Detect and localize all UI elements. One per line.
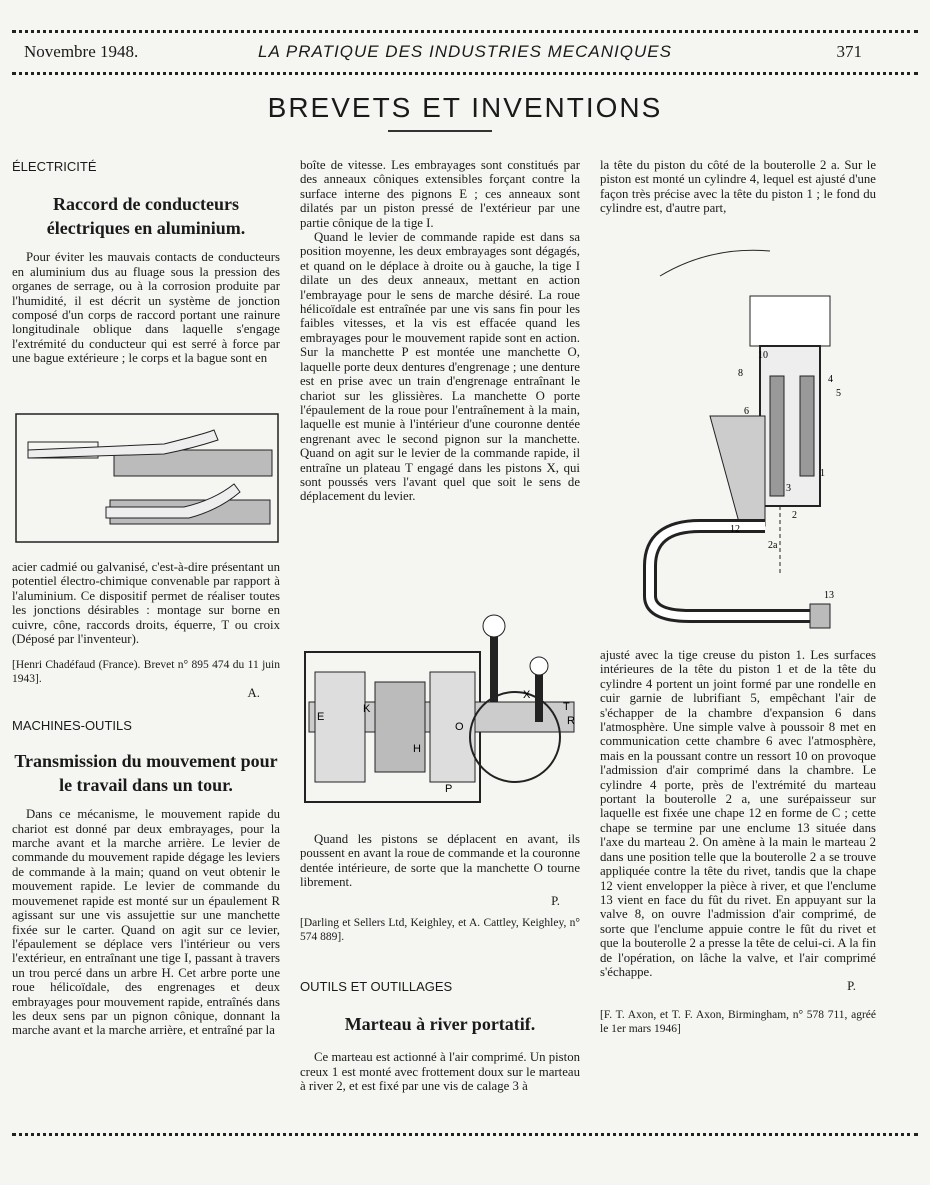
column-2-continued (300, 832, 580, 1094)
label-k: K (363, 703, 371, 715)
header-page-number: 371 (836, 42, 862, 61)
article-text: Quand le levier de commande rapide est dans sa position moyenne, les deux embrayages sont dégagés, et quand on le déplace à droite ou à gauche, la tige I dilate un des deux anneaux, mettant en action l'embrayage pour le sens de marche désiré. La roue hélicoïdale est entraînée par une vis sans fin pour les faibles vitesses, et la vis est effacée quand les embrayages pour le mouvement rapide sont en action. Sur la manchette P est montée une manchette O, laquelle porte deux dentures d'engrenage ; une denture est en prise avec un train d'engrenage entraînant le chariot sur les glissières. La manchette O porte l'épaulement de la roue pour l'entraînement à la main, laquelle est munie à l'intérieur d'une couronne dentée engrenant avec le second pignon sur la manchette. Quand on agit sur le levier de la commande rapide, il entraîne un plateau T engagé dans les pistons X, qui sont poussés vers l'avant quel que soit le sens de déplacement du levier. (300, 230, 580, 504)
label-t: T (563, 701, 570, 713)
article-text: acier cadmié ou galvanisé, c'est-à-dire présentant un potentiel électro-chimique convenable par rapport à l'aluminium. Ce dispositif permet de réaliser toutes les jonctions désirables : montage sur borne en cuivre, cône, raccords droits, équerre, T ou croix (Déposé par l'inventeur). (12, 560, 280, 647)
patent-citation: [Henri Chadéfaud (France). Brevet n° 895 474 du 11 juin 1943]. (12, 659, 280, 686)
column-1-continued (12, 560, 280, 1038)
bottom-dotted-rule (12, 1133, 918, 1140)
article-text: Dans ce mécanisme, le mouvement rapide du chariot est donné par deux embrayages, pour la marche avant et la marche arrière. Le levier de commande du mouvement rapide dégage les leviers de commande à la main; quand on veut obtenir le mouvement rapide. Le levier de commande du mouvemenet rapide est monté sur un épaulement R agissant sur une vis assujettie sur une manchette fixée sur le carter. Quand on agit sur ce levier, l'épaulement se déplace vers l'intérieur ou vers l'extérieur, en entraînant une tige I, passant à travers un trou percé dans un arbre H. Cet arbre porte une roue hélicoïdale, des engrenages et deux embrayages pour mouvement rapide, entraînés dans les deux sens par un pignon cônique, donnant la marche avant et la marche arrière, et entraîné par la (12, 807, 280, 1038)
article-text: boîte de vitesse. Les embrayages sont constitués par des anneaux côniques extensibles forçant contre la surface interne des pignons E ; ces anneaux sont dilatés par un piston pressé de l'extérieur par une partie cônique de la tige I. (300, 158, 580, 230)
column-3 (600, 158, 876, 216)
label-h: H (413, 743, 421, 755)
header-date: Novembre 1948. (24, 42, 139, 61)
header-dotted-rule (12, 72, 918, 79)
lathe-transmission-figure (295, 612, 585, 827)
label-2: 2 (792, 510, 797, 521)
label-6: 6 (744, 406, 749, 417)
label-10: 10 (758, 350, 768, 361)
article-title-raccord: Raccord de conducteurs électriques en aluminium. (46, 194, 246, 239)
section-heading-outils: OUTILS ET OUTILLAGES (300, 979, 453, 995)
page-title: BREVETS ET INVENTIONS (267, 92, 663, 123)
title-underline (388, 130, 492, 132)
top-dotted-rule (12, 30, 918, 37)
label-12: 12 (730, 524, 740, 535)
label-1: 1 (820, 468, 825, 479)
label-13: 13 (824, 590, 834, 601)
article-text: Ce marteau est actionné à l'air comprimé. Un piston creux 1 est monté avec frottement doux sur le marteau à river 2, et est fixé par une vis de calage 3 à (300, 1050, 580, 1094)
label-3: 3 (786, 483, 791, 494)
column-1 (12, 160, 280, 366)
column-2 (300, 158, 580, 504)
riveting-hammer-figure (640, 236, 880, 646)
label-x: X (523, 689, 531, 701)
label-4: 4 (828, 374, 833, 385)
label-r: R (567, 715, 575, 727)
label-p: P (445, 783, 453, 795)
label-e: E (317, 711, 325, 723)
section-heading-machines-outils: MACHINES-OUTILS (12, 717, 132, 733)
patent-citation: [Darling et Sellers Ltd, Keighley, et A. Cattley, Keighley, n° 574 889]. (300, 917, 580, 944)
author-initial: P. (551, 893, 560, 908)
article-text: Quand les pistons se déplacent en avant, ils poussent en avant la roue de commande et la couronne dentée intérieure, de sorte que la manchette O tourne librement. (300, 832, 580, 890)
article-title-marteau: Marteau à river portatif. (344, 1014, 536, 1035)
label-8: 8 (738, 368, 743, 379)
patent-citation: [F. T. Axon, et T. F. Axon, Birmingham, n° 578 711, agréé le 1er mars 1946] (600, 1008, 876, 1035)
article-text: ajusté avec la tige creuse du piston 1. Les surfaces intérieures de la tête du piston 1 et de la tête du cylindre 4 portent un joint formé par une rondelle en cuir garnie de lubrifiant 5, empêchant l'air de s'échapper de la chambre d'expansion 6 dans l'atmosphère. Une simple valve à poussoir 8 met en communication cette chambre 6 avec l'atmosphère, mais en la poussant contre un ressort 10 on provoque l'admission d'air comprimé dans la chambre. Le cylindre 4 porte, près de l'extrémité du marteau portant la bouterolle 2 a, une surépaisseur sur laquelle est fixée une chape 12 en forme de C ; cette chape se termine par une enclume 13 située dans l'axe du marteau 2. On amène à la main le marteau 2 dans une position telle que la bouterolle 2 a se trouve appliquée contre la tête du rivet, tandis que la chape 12 vient envelopper la pièce à river, et que l'enclume 13 vient en face du fût du rivet. En appuyant sur la valve 8, on ouvre l'admission d'air comprimé, de sorte que l'enclume appuie contre le fût du rivet et que la bouterolle 2 a presse la tête de celui-ci. A la fin de l'opération, on lâche la valve, et l'air comprimé s'échappe. (600, 648, 876, 979)
author-initial: A. (247, 686, 260, 701)
conductor-joint-figure (14, 412, 280, 544)
label-o: O (455, 721, 464, 733)
article-title-transmission: Transmission du mouvement pour le travail dans un tour. (14, 751, 278, 796)
header-journal: LA PRATIQUE DES INDUSTRIES MECANIQUES (258, 42, 672, 61)
label-2a: 2a (768, 540, 778, 551)
author-initial: P. (847, 979, 856, 994)
article-text: Pour éviter les mauvais contacts de conducteurs en aluminium dus au fluage sous la pression des organes de serrage, ou à la corrosion produite par l'humidité, il est décrit un système de jonction composé d'un corps de raccord portant une rainure longitudinale oblique dans laquelle s'engage l'extrémité du conducteur qui est serré à force par une bague extérieure ; le corps et la bague sont en (12, 250, 280, 366)
column-3-continued (600, 648, 876, 1036)
article-text: la tête du piston du côté de la bouterolle 2 a. Sur le piston est monté un cylindre 4, lequel est ajusté d'une façon très précise avec la tête du piston 1 ; le fond du cylindre est, d'autre part, (600, 158, 876, 216)
section-heading-electricite: ÉLECTRICITÉ (12, 159, 97, 174)
label-5: 5 (836, 388, 841, 399)
